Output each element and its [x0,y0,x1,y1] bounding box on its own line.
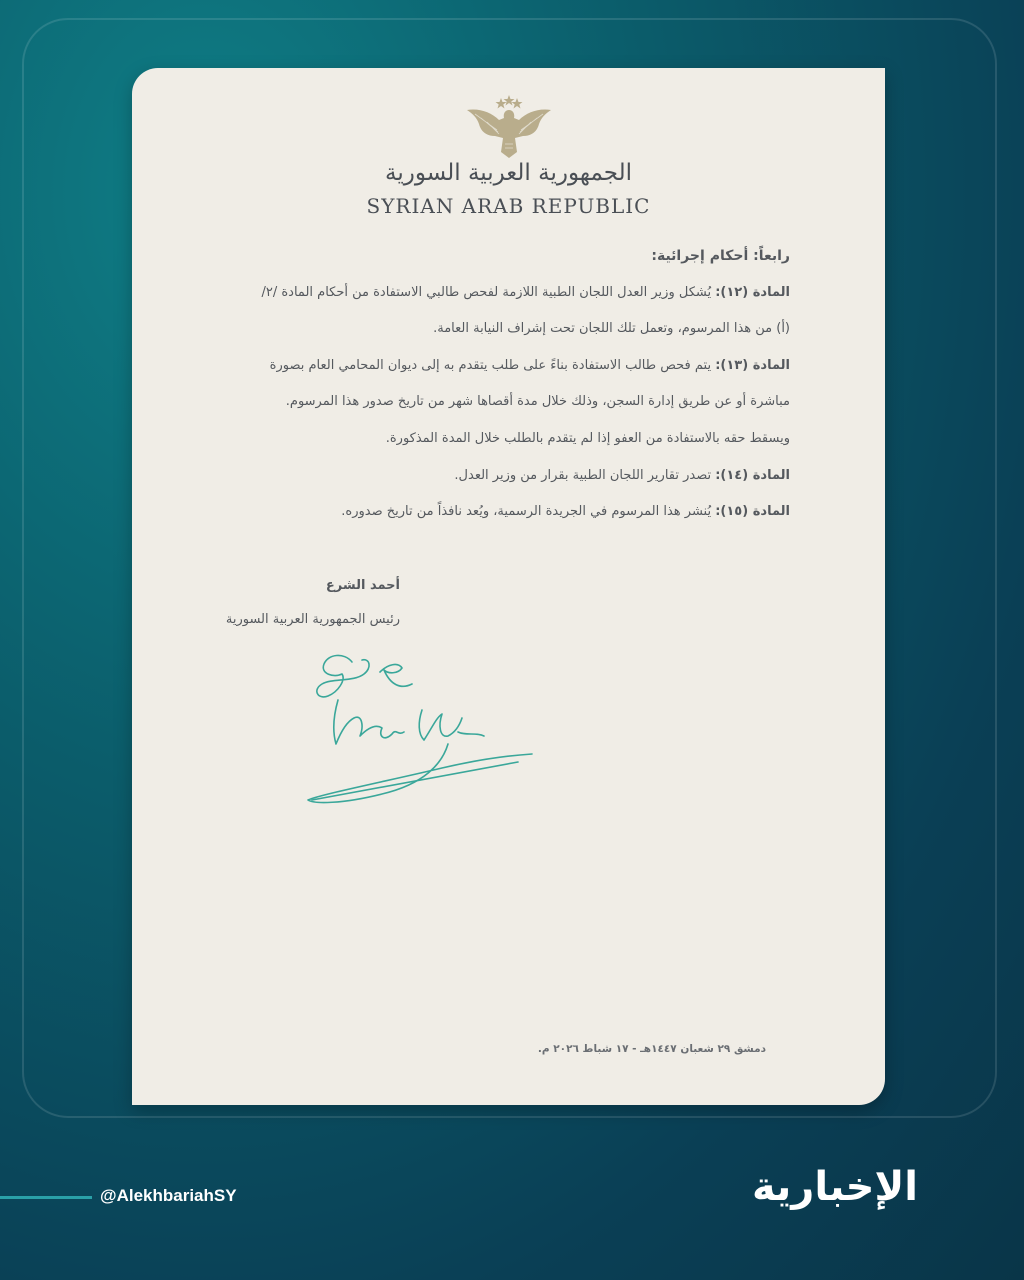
signer-title: رئيس الجمهورية العربية السورية [225,612,400,627]
article-label: المادة (١٤): [715,467,790,483]
article-label: المادة (١٥): [715,504,790,520]
article-12 [259,275,790,348]
section-heading: رابعاً: أحكام إجرائية: [651,248,790,264]
social-handle: @AlekhbariahSY [100,1186,237,1205]
eagle-emblem-icon [465,94,553,160]
article-text: يتم فحص طالب الاستفادة بناءً على طلب يتقدم به إلى ديوان المحامي العام بصورة مباشرة أو عن طريق إدارة السجن، وذلك خلال مدة أقصاها شهر من تاريخ صدور هذا المرسوم. ويسقط حقه بالاستفادة من العفو إذا لم يتقدم بالطلب خلال المدة المذكورة. [269,357,790,446]
article-14 [259,458,790,495]
handwritten-signature [272,644,552,814]
article-15 [259,494,790,531]
handle-accent-line [0,1196,92,1199]
signer-name: أحمد الشرع [325,578,400,593]
article-13 [259,348,790,458]
article-text: يُنشر هذا المرسوم في الجريدة الرسمية، ويُعد نافذاً من تاريخ صدوره. [341,504,716,520]
article-label: المادة (١٢): [715,284,790,300]
article-text: يُشكل وزير العدل اللجان الطبية اللازمة لفحص طالبي الاستفادة من أحكام المادة /٢/ (أ) من هذا المرسوم، وتعمل تلك اللجان تحت إشراف النيابة العامة. [261,284,790,337]
signer-block [225,578,400,627]
decree-body [259,238,790,531]
english-republic-title: SYRIAN ARAB REPUBLIC [366,194,651,218]
date-place-line: دمشق ٢٩ شعبان ١٤٤٧هـ - ١٧ شباط ٢٠٢٦ م. [537,1043,766,1055]
article-text: تصدر تقارير اللجان الطبية بقرار من وزير العدل. [454,467,716,483]
article-label: المادة (١٣): [715,357,790,373]
decree-document [132,68,885,1105]
arabic-republic-title: الجمهورية العربية السورية [385,160,632,186]
alekhbariah-logo: الإخبارية [752,1164,918,1210]
